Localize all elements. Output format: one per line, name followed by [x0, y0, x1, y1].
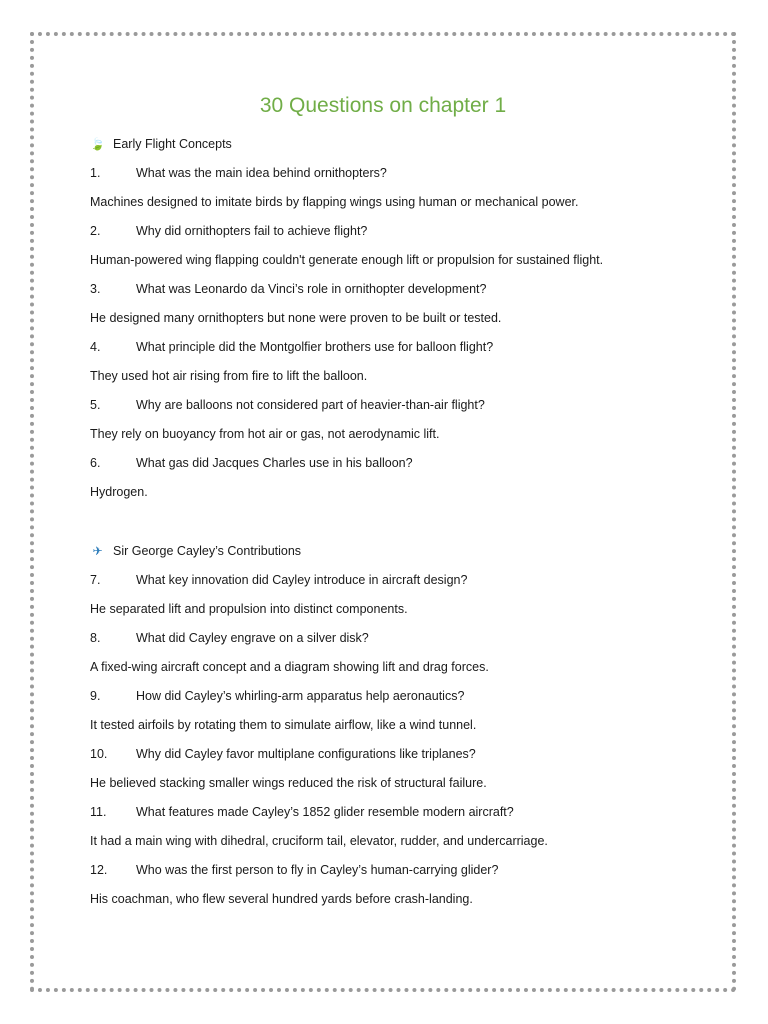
question-number: 9. — [90, 689, 101, 703]
answer: Hydrogen. — [90, 485, 148, 499]
question — [90, 746, 690, 775]
question-number: 6. — [90, 456, 101, 470]
question — [90, 572, 690, 601]
question-number: 11. — [90, 805, 107, 819]
question-text: What key innovation did Cayley introduce in aircraft design? — [136, 573, 468, 587]
leaf-icon: 🍃 — [90, 137, 105, 151]
question-text: What features made Cayley’s 1852 glider resemble modern aircraft? — [136, 805, 514, 819]
section-heading-cayley — [90, 543, 690, 572]
question-number: 4. — [90, 340, 101, 354]
answer: They used hot air rising from fire to lift the balloon. — [90, 369, 368, 383]
airplane-icon: ✈ — [92, 544, 103, 558]
answer: Machines designed to imitate birds by flapping wings using human or mechanical power. — [90, 195, 579, 209]
question-number: 10. — [90, 747, 108, 761]
answer: They rely on buoyancy from hot air or gas, not aerodynamic lift. — [90, 427, 440, 441]
question-text: Why did Cayley favor multiplane configurations like triplanes? — [136, 747, 476, 761]
question — [90, 281, 690, 310]
answer: He designed many ornithopters but none were proven to be built or tested. — [90, 311, 502, 325]
question-text: What principle did the Montgolfier brothers use for balloon flight? — [136, 340, 494, 354]
answer: He believed stacking smaller wings reduced the risk of structural failure. — [90, 776, 487, 790]
question-text: What gas did Jacques Charles use in his balloon? — [136, 456, 413, 470]
answer: It tested airfoils by rotating them to simulate airflow, like a wind tunnel. — [90, 718, 477, 732]
question-text: What did Cayley engrave on a silver disk? — [136, 631, 369, 645]
question — [90, 630, 690, 659]
question — [90, 339, 690, 368]
question-number: 12. — [90, 863, 108, 877]
answer: His coachman, who flew several hundred yards before crash-landing. — [90, 892, 473, 906]
answer: A fixed-wing aircraft concept and a diagram showing lift and drag forces. — [90, 660, 489, 674]
question-number: 1. — [90, 166, 101, 180]
question — [90, 804, 690, 833]
question-text: Who was the first person to fly in Cayley’s human-carrying glider? — [136, 863, 499, 877]
question-number: 3. — [90, 282, 101, 296]
question-text: What was the main idea behind ornithopters? — [136, 166, 387, 180]
section-heading-label: Early Flight Concepts — [113, 137, 232, 151]
question-text: Why are balloons not considered part of heavier-than-air flight? — [136, 398, 485, 412]
answer: It had a main wing with dihedral, cruciform tail, elevator, rudder, and undercarriage. — [90, 834, 548, 848]
question-text: How did Cayley’s whirling-arm apparatus help aeronautics? — [136, 689, 465, 703]
page-title: 30 Questions on chapter 1 — [259, 94, 507, 117]
question — [90, 688, 690, 717]
question — [90, 397, 690, 426]
question-number: 2. — [90, 224, 101, 238]
section-heading-early-flight — [90, 136, 690, 165]
question-number: 8. — [90, 631, 101, 645]
question — [90, 165, 690, 194]
question — [90, 862, 690, 891]
answer: Human-powered wing flapping couldn't generate enough lift or propulsion for sustained flight. — [90, 253, 604, 267]
section-heading-label: Sir George Cayley’s Contributions — [113, 544, 302, 558]
document-body — [90, 94, 690, 920]
question — [90, 223, 690, 252]
section-spacer — [90, 513, 690, 543]
question-text: Why did ornithopters fail to achieve flight? — [136, 224, 368, 238]
question-number: 5. — [90, 398, 101, 412]
question-number: 7. — [90, 573, 101, 587]
question — [90, 455, 690, 484]
question-text: What was Leonardo da Vinci’s role in ornithopter development? — [136, 282, 487, 296]
answer: He separated lift and propulsion into distinct components. — [90, 602, 408, 616]
